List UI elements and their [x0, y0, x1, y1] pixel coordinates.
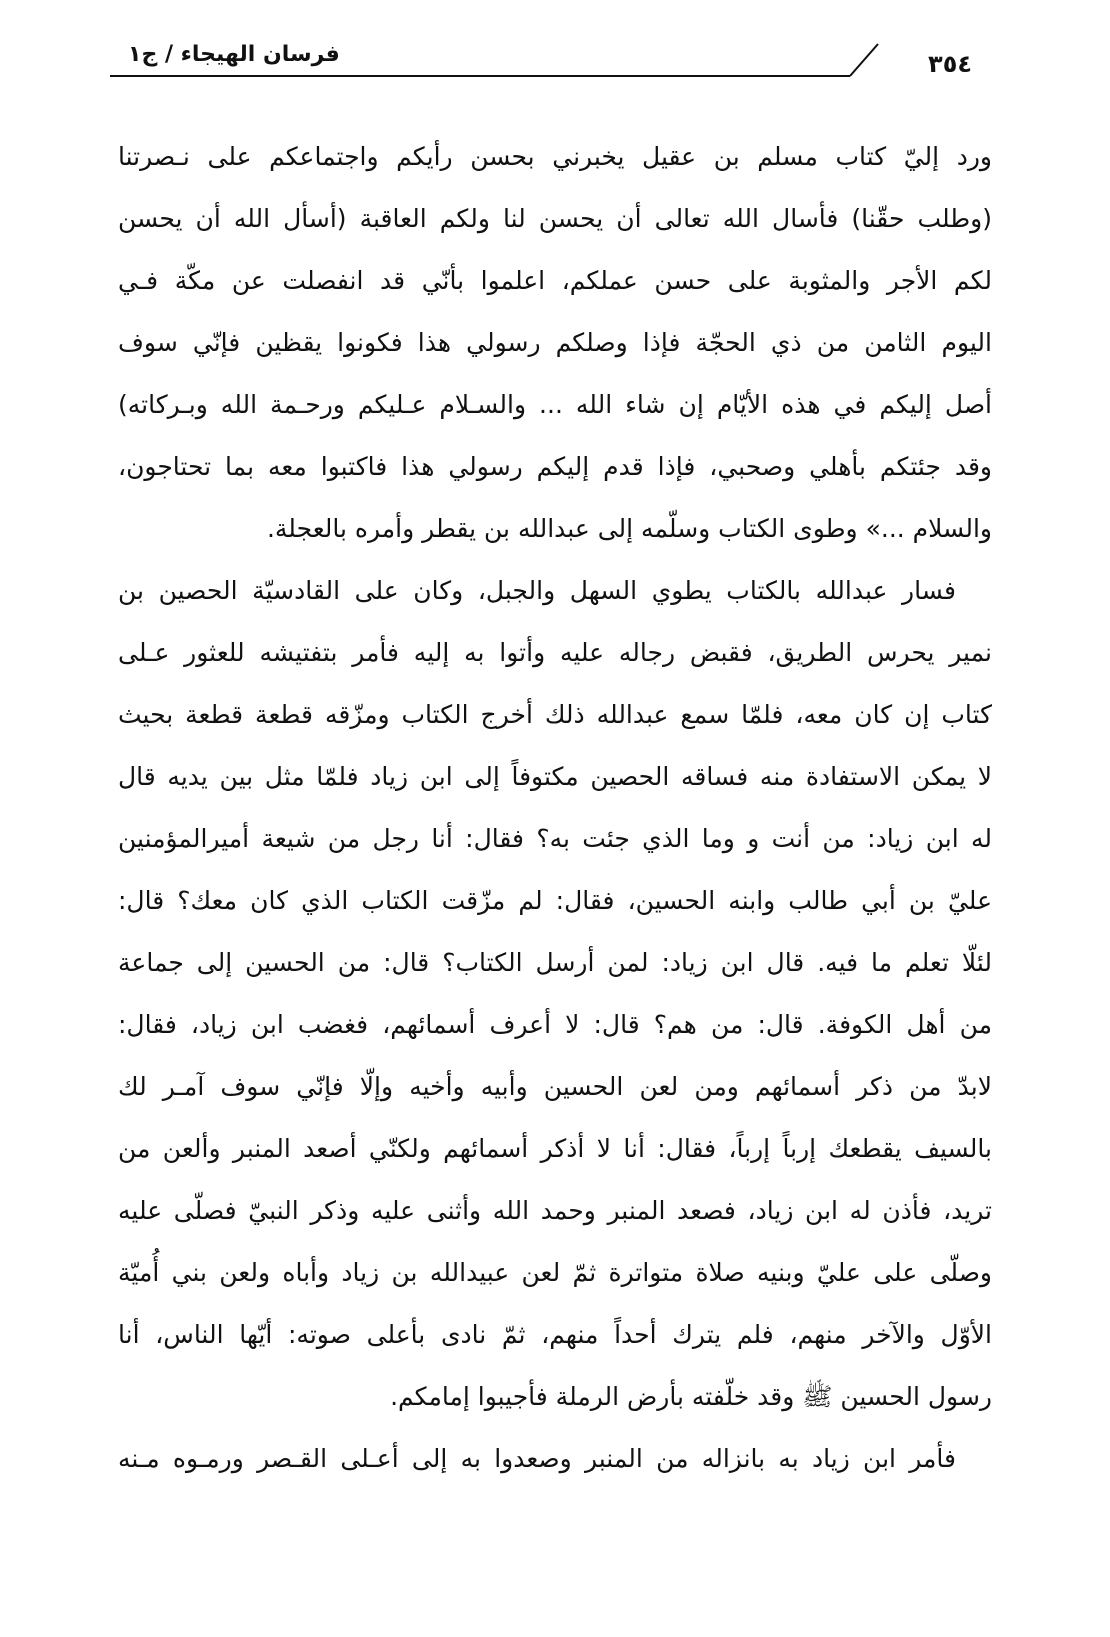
main-text: [118, 126, 992, 1490]
text-line: فأمر ابن زياد به بانزاله من المنبر وصعدوا به إلى أعـلى القـصر ورمـوه مـنه: [118, 1444, 956, 1473]
running-header: [110, 36, 990, 86]
text-line: عليّ بن أبي طالب وابنه الحسين، فقال: لم مزّقت الكتاب الذي كان معك؟ قال:: [118, 886, 992, 915]
text-line: بالسيف يقطعك إرباً إرباً، فقال: أنا لا أذكر أسمائهم ولكنّي أصعد المنبر وألعن من: [118, 1134, 992, 1163]
text-line: وصلّى على عليّ وبنيه صلاة متواترة ثمّ لعن عبيدالله بن زياد وأباه ولعن بني أُميّة: [118, 1258, 992, 1287]
text-line: الأوّل والآخر منهم، فلم يترك أحداً منهم، ثمّ نادى بأعلى صوته: أيّها الناس، أنا: [118, 1320, 992, 1349]
text-line: رسول الحسين ﷺ وقد خلّفته بأرض الرملة فأجيبوا إمامكم.: [390, 1382, 992, 1411]
text-line: والسلام ...» وطوى الكتاب وسلّمه إلى عبدالله بن يقطر وأمره بالعجلة.: [266, 514, 992, 543]
running-title: فرسان الهيجاء / ج١: [128, 42, 340, 67]
text-line: نمير يحرس الطريق، فقبض رجاله عليه وأتوا به إليه فأمر بتفتيشه للعثور عـلى: [118, 638, 992, 667]
text-line: اليوم الثامن من ذي الحجّة فإذا وصلكم رسولي هذا فكونوا يقظين فإنّي سوف: [118, 328, 992, 357]
text-line: لئلّا تعلم ما فيه. قال ابن زياد: لمن أرسل الكتاب؟ قال: من الحسين إلى جماعة: [118, 948, 992, 977]
text-line: (وطلب حقّنا) فأسال الله تعالى أن يحسن لنا ولكم العاقبة (أسأل الله أن يحسن: [118, 204, 992, 233]
text-line: أصل إليكم في هذه الأيّام إن شاء الله ... والسـلام عـليكم ورحـمة الله وبـركاته): [118, 390, 992, 419]
text-line: وقد جئتكم بأهلي وصحبي، فإذا قدم إليكم رسولي هذا فاكتبوا معه بما تحتاجون،: [118, 452, 992, 481]
text-line: لا يمكن الاستفادة منه فساقه الحصين مكتوفاً إلى ابن زياد فلمّا مثل بين يديه قال: [118, 762, 992, 791]
text-line: لابدّ من ذكر أسمائهم ومن لعن الحسين وأبيه وأخيه وإلّا فإنّي سوف آمـر لك: [118, 1072, 992, 1101]
text-line: كتاب إن كان معه، فلمّا سمع عبدالله ذلك أخرج الكتاب ومزّقه قطعة قطعة بحيث: [118, 700, 992, 729]
text-line: له ابن زياد: من أنت و وما الذي جئت به؟ فقال: أنا رجل من شيعة أميرالمؤمنين: [118, 824, 992, 853]
text-line: لكم الأجر والمثوبة على حسن عملكم، اعلموا بأنّي قد انفصلت عن مكّة فـي: [118, 266, 992, 295]
page-number: ٣٥٤: [928, 50, 972, 78]
text-line: تريد، فأذن له ابن زياد، فصعد المنبر وحمد الله وأثنى عليه وذكر النبيّ فصلّى عليه: [118, 1196, 992, 1225]
text-line: فسار عبدالله بالكتاب يطوي السهل والجبل، وكان على القادسيّة الحصين بن: [118, 576, 956, 605]
text-line: من أهل الكوفة. قال: من هم؟ قال: لا أعرف أسمائهم، فغضب ابن زياد، فقال:: [118, 1010, 992, 1039]
text-line: ورد إليّ كتاب مسلم بن عقيل يخبرني بحسن رأيكم واجتماعكم على نـصرتنا: [118, 142, 992, 171]
